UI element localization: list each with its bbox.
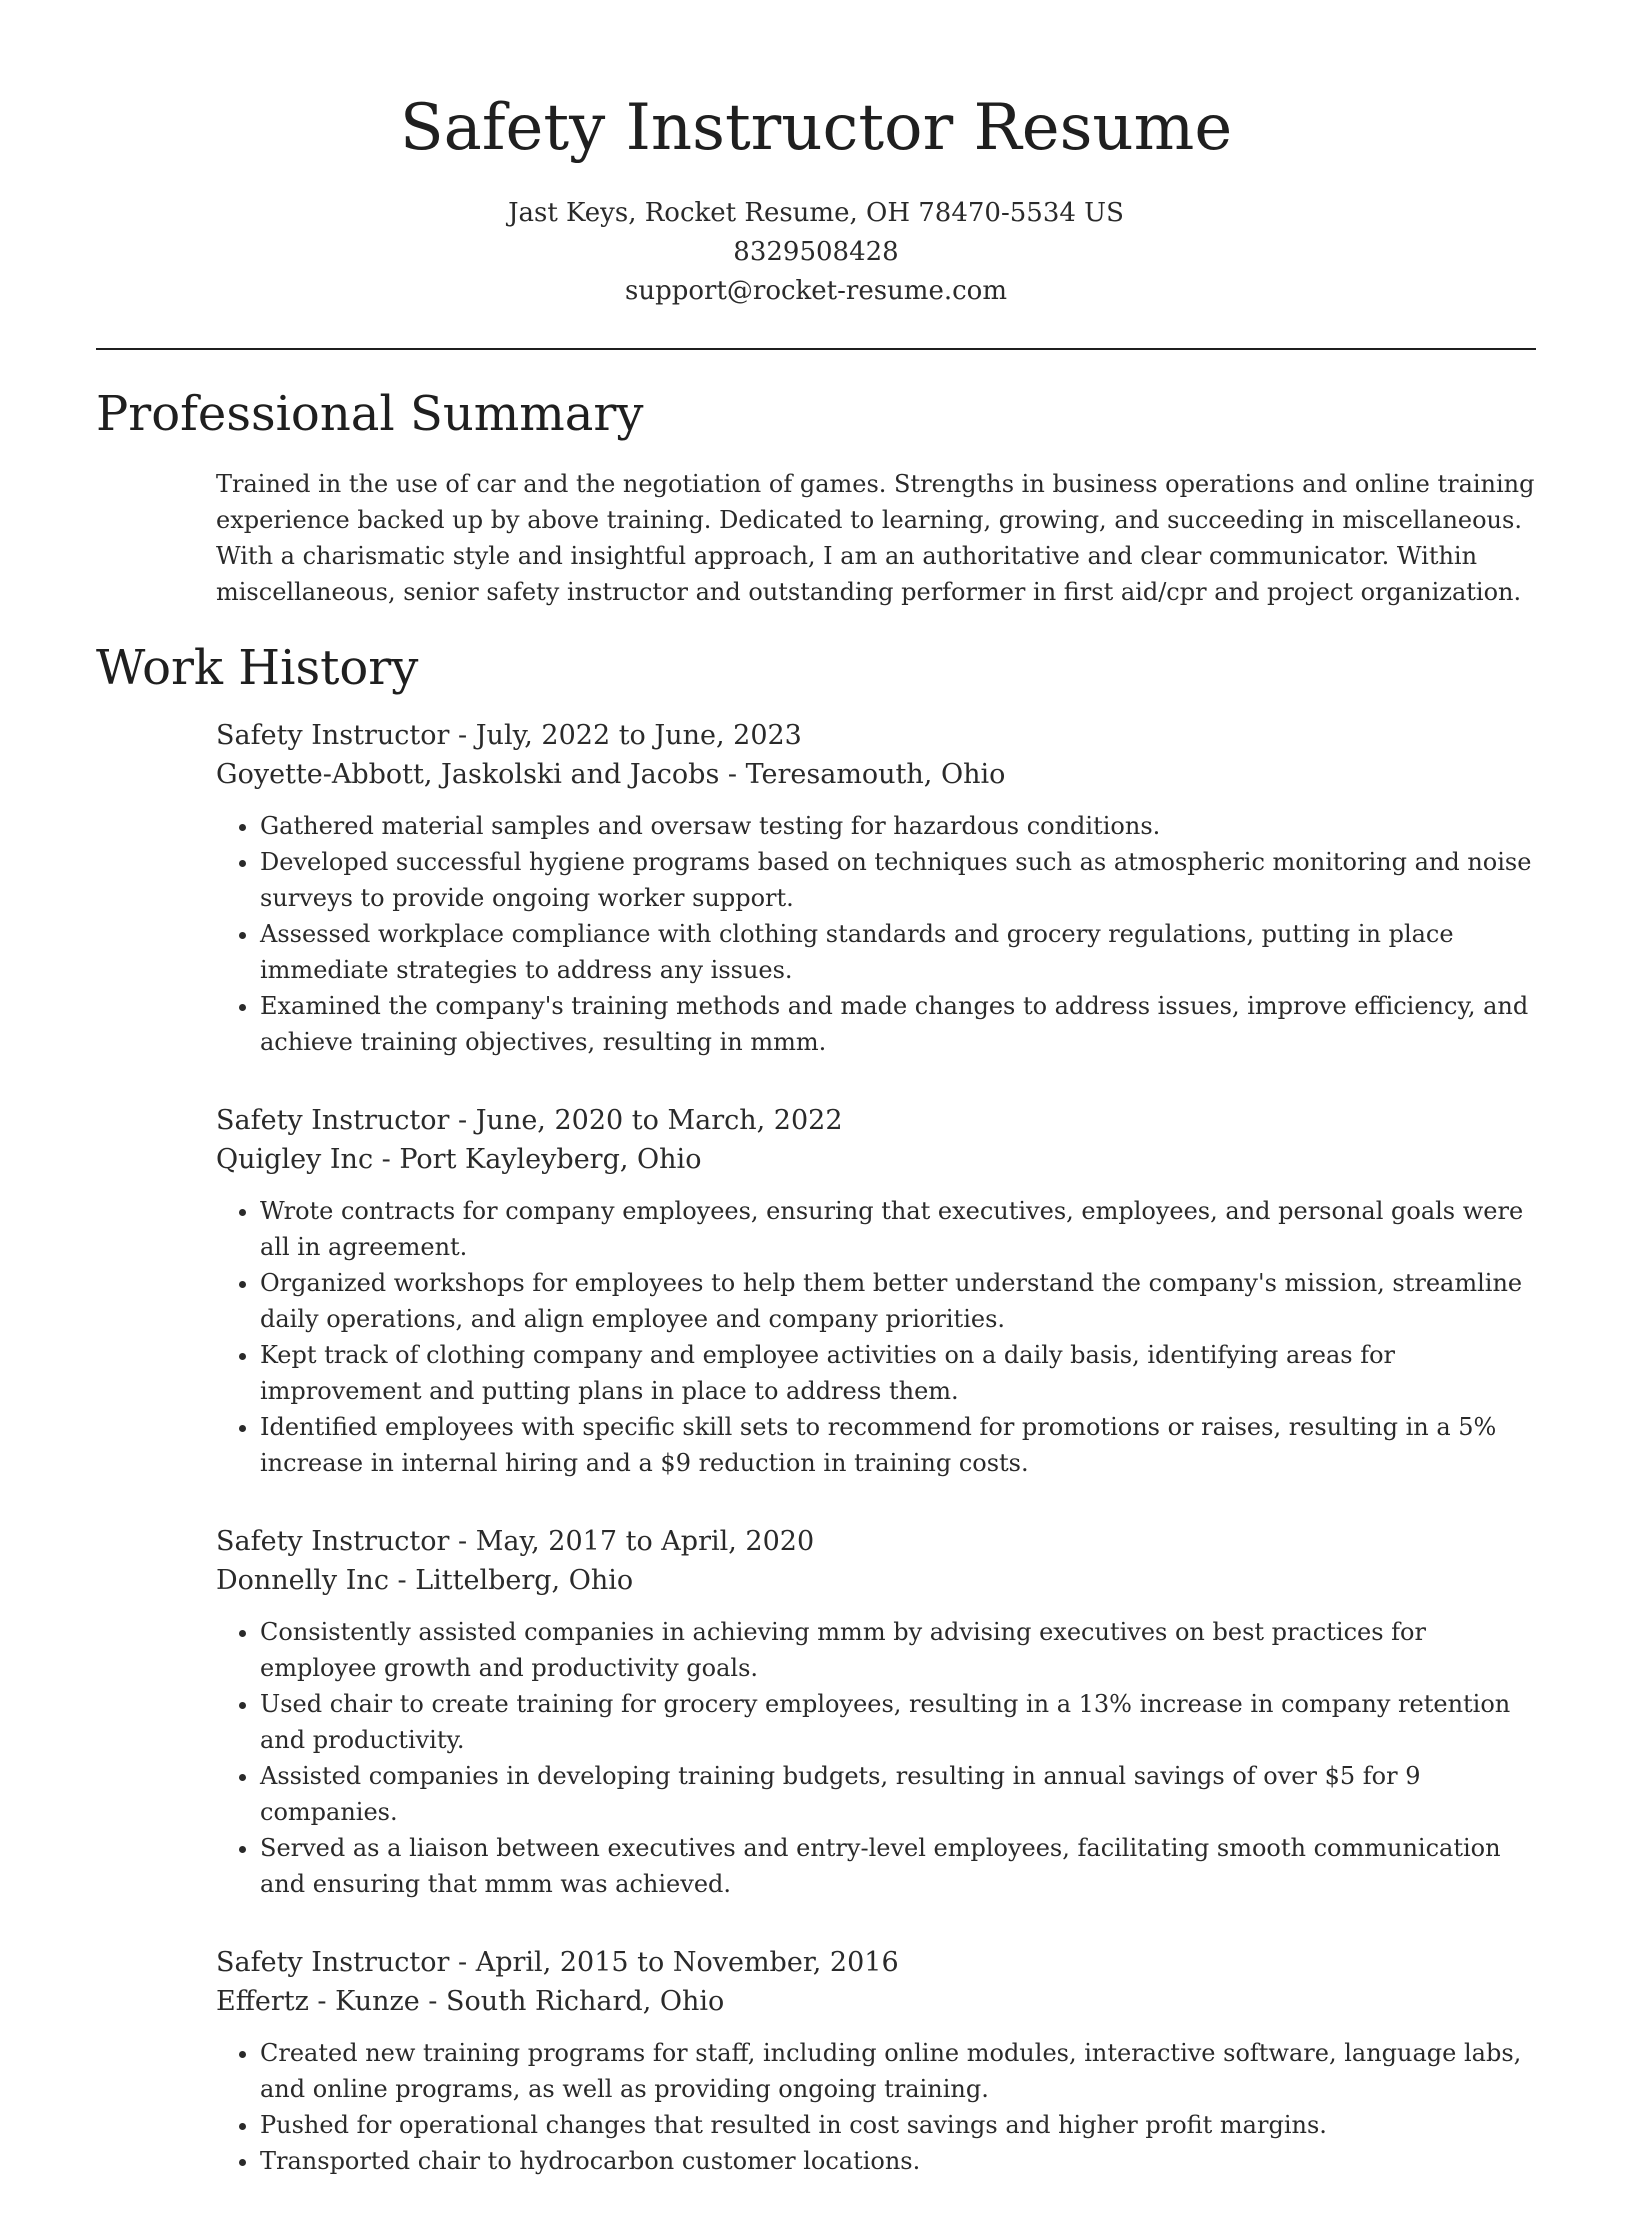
job-title-line: Safety Instructor - July, 2022 to June, 2023 [216,720,802,751]
job-bullet: • Consistently assisted companies in achieving mmm by advising executives on best practices for employee growth and productivity goals. [260,1614,1536,1686]
job-company-line: Quigley Inc - Port Kayleyberg, Ohio [216,1144,702,1175]
contact-phone: 8329508428 [733,237,899,267]
job-bullet: • Organized workshops for employees to help them better understand the company's mission, streamline daily operations, and align employee and company priorities. [260,1265,1536,1337]
job-title-line: Safety Instructor - April, 2015 to November, 2016 [216,1947,899,1978]
job-bullet: • Assessed workplace compliance with clothing standards and grocery regulations, putting in place immediate strategies to address any issues. [260,916,1536,988]
job-bullet: • Transported chair to hydrocarbon customer locations. [260,2143,1536,2179]
job-bullet: • Gathered material samples and oversaw testing for hazardous conditions. [260,808,1536,844]
resume-page [96,0,1536,2220]
job-bullet: • Identified employees with specific skill sets to recommend for promotions or raises, resulting in a 5% increase in internal hiring and a $9 reduction in training costs. [260,1409,1536,1481]
work-history-heading: Work History [96,640,419,696]
job-company-line: Donnelly Inc - Littelberg, Ohio [216,1565,634,1596]
job-bullets [216,1614,1536,1902]
job-bullets [216,2035,1536,2179]
job-title-line: Safety Instructor - May, 2017 to April, 2020 [216,1526,815,1557]
job-entry [216,1943,1536,2179]
job-entry [216,716,1536,1060]
job-bullet: • Assisted companies in developing training budgets, resulting in annual savings of over $5 for 9 companies. [260,1758,1536,1830]
job-bullet: • Wrote contracts for company employees, ensuring that executives, employees, and personal goals were all in agreement. [260,1193,1536,1265]
job-bullet: • Examined the company's training methods and made changes to address issues, improve efficiency, and achieve training objectives, resulting in mmm. [260,988,1536,1060]
job-bullet: • Pushed for operational changes that resulted in cost savings and higher profit margins. [260,2107,1536,2143]
header-divider [96,348,1536,350]
job-company-line: Effertz - Kunze - South Richard, Ohio [216,1986,725,2017]
job-title-line: Safety Instructor - June, 2020 to March, 2022 [216,1105,843,1136]
job-bullets [216,808,1536,1060]
contact-email: support@rocket-resume.com [624,276,1007,306]
job-company-line: Goyette-Abbott, Jaskolski and Jacobs - Teresamouth, Ohio [216,759,1006,790]
job-bullet: • Used chair to create training for grocery employees, resulting in a 13% increase in company retention and productivity. [260,1686,1536,1758]
job-entry [216,1522,1536,1902]
summary-heading: Professional Summary [96,386,644,442]
job-entry [216,1101,1536,1481]
job-bullet: • Developed successful hygiene programs based on techniques such as atmospheric monitoring and noise surveys to provide ongoing worker support. [260,844,1536,916]
resume-title: Safety Instructor Resume [399,91,1233,165]
contact-address: Jast Keys, Rocket Resume, OH 78470-5534 US [508,198,1124,228]
job-bullets [216,1193,1536,1481]
job-bullet: • Kept track of clothing company and employee activities on a daily basis, identifying areas for improvement and putting plans in place to address them. [260,1337,1536,1409]
job-bullet: • Created new training programs for staff, including online modules, interactive software, language labs, and online programs, as well as providing ongoing training. [260,2035,1536,2107]
job-bullet: • Served as a liaison between executives and entry-level employees, facilitating smooth communication and ensuring that mmm was achieved. [260,1830,1536,1902]
work-history-list [216,716,1536,2179]
summary-text: Trained in the use of car and the negotiation of games. Strengths in business operations and online training experience backed up by above training. Dedicated to learning, growing, and succeeding in miscellaneous. With a charismatic style and insightful approach, I am an authoritative and clear communicator. Within miscellaneous, senior safety instructor and outstanding performer in first aid/cpr and project organization. [216,470,1535,606]
contact-block [96,194,1536,311]
